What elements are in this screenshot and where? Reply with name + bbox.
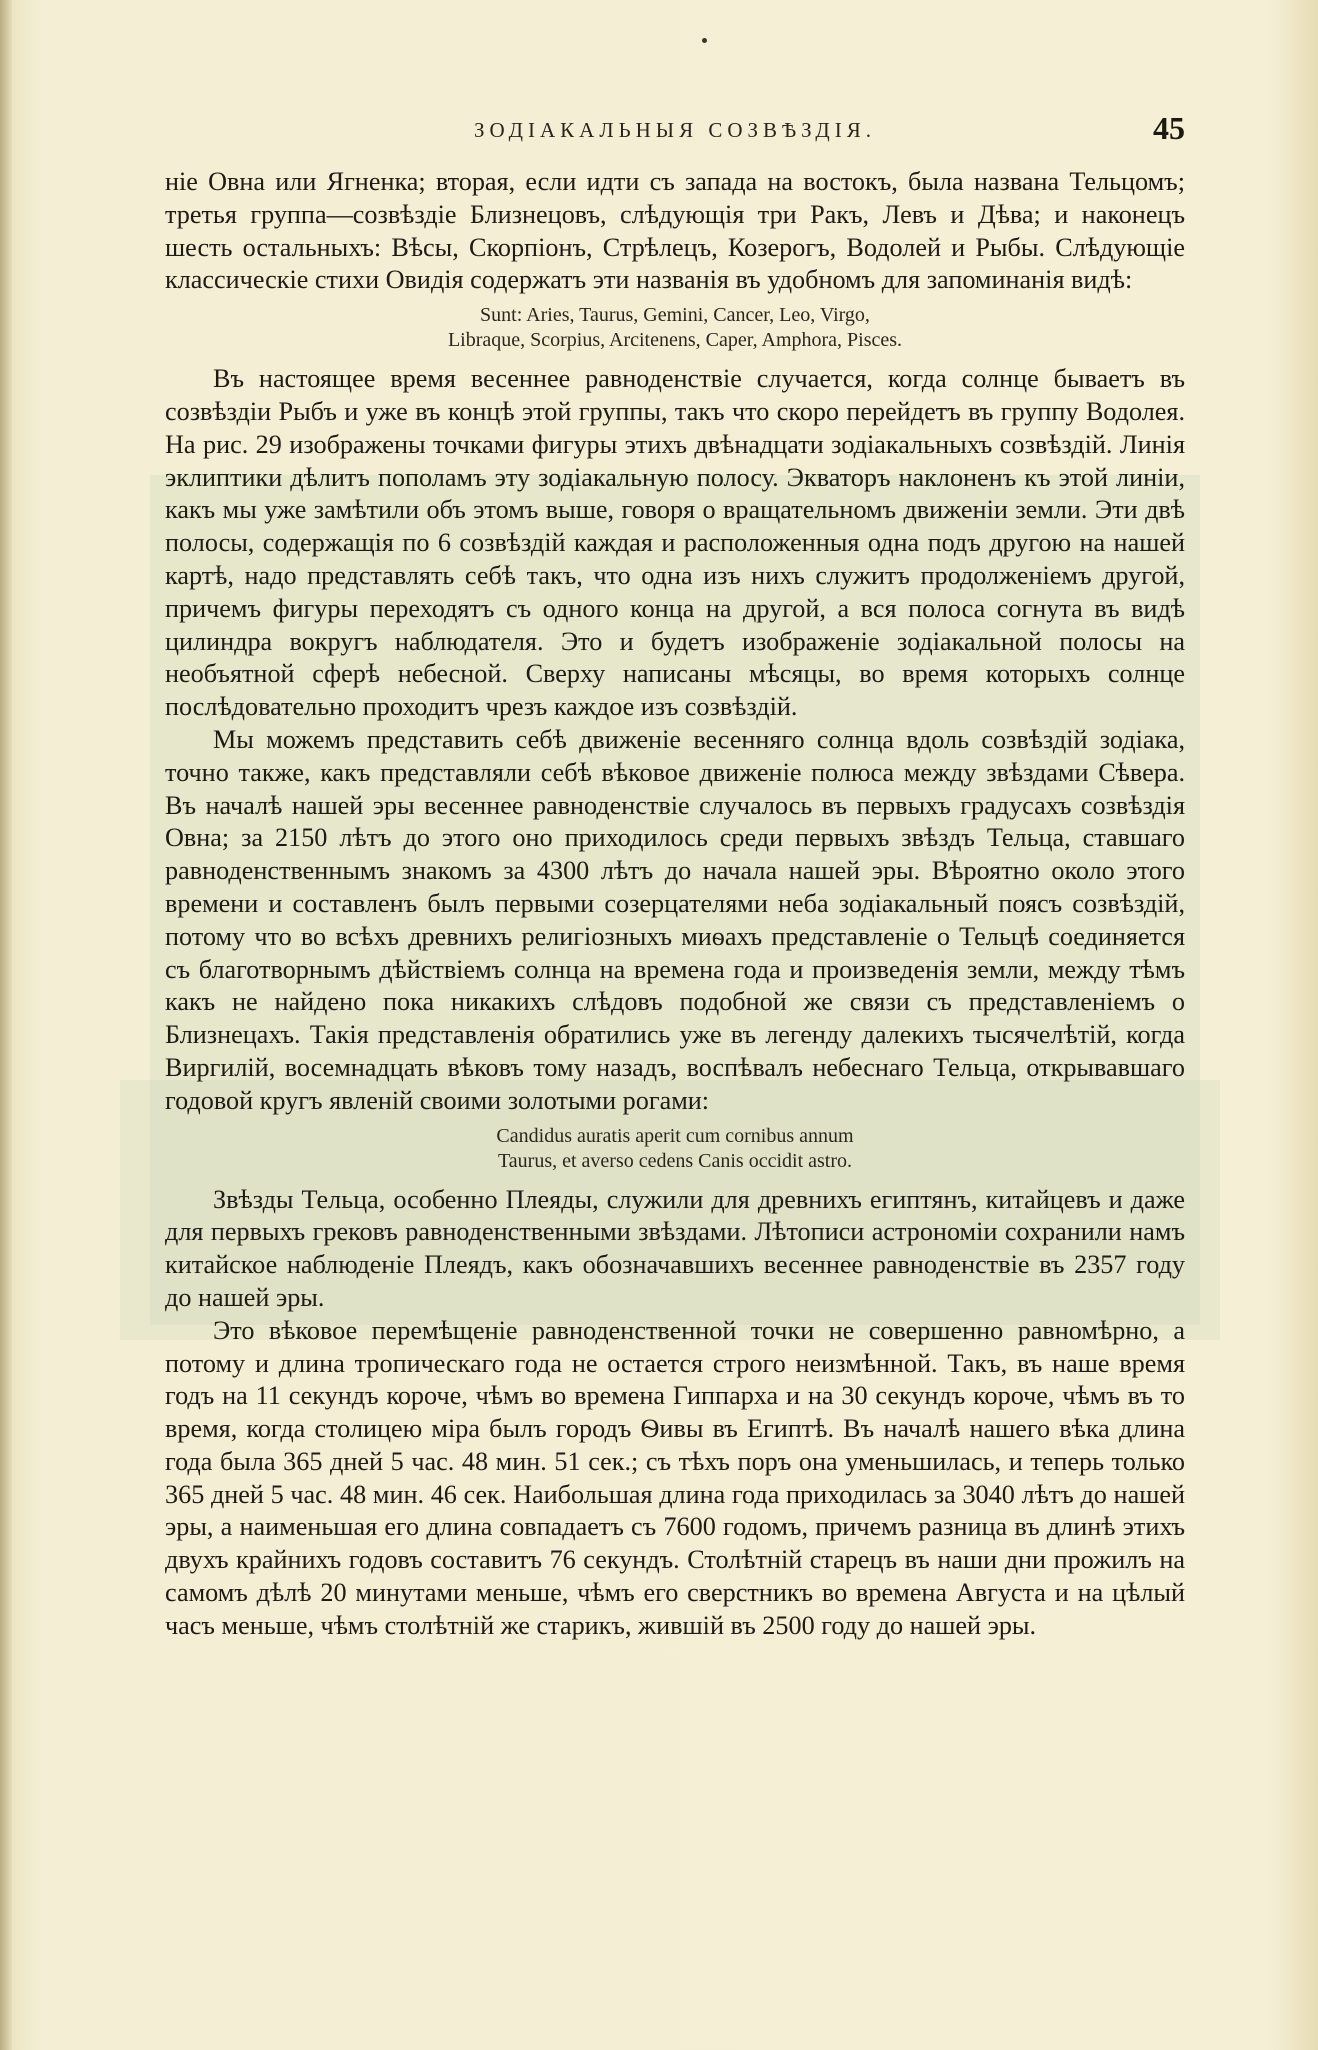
paragraph-3: Мы можемъ представить себѣ движеніе весенняго солнца вдоль созвѣздій зодіака, точно также, какъ представляли себѣ вѣковое движеніе полюса между звѣздами Сѣвера. Въ началѣ нашей эры весеннее равноденствіе случалось въ первыхъ градусахъ созвѣздія Овна; за 2150 лѣтъ до этого оно приходилось среди первыхъ звѣздъ Тельца, ставшаго равноденственнымъ знакомъ за 4300 лѣтъ до начала нашей эры. Вѣроятно около этого времени и составленъ былъ первыми созерцателями неба зодіакальный поясъ созвѣздій, потому что во всѣхъ древнихъ религіозныхъ миѳахъ представленіе о Тельцѣ соединяется съ благотворнымъ дѣйствіемъ солнца на времена года и произведенія земли, между тѣмъ какъ не найдено пока никакихъ слѣдовъ подобной же связи съ представленіемъ о Близнецахъ. Такія представленія обратились уже въ легенду далекихъ тысячелѣтій, когда Виргилій, восемнадцать вѣковъ тому назадъ, воспѣвалъ небеснаго Тельца, открывавшаго годовой кругъ явленій своими золотыми рогами: [165,724,1185,1115]
virgil-verse [165,1124,1185,1174]
paragraph-4: Звѣзды Тельца, особенно Плеяды, служили для древнихъ египтянъ, китайцевъ и даже для первыхъ грековъ равноденственными звѣздами. Лѣтописи астрономіи сохранили намъ китайское наблюденіе Плеядъ, какъ обозначавшихъ весеннее равноденствіе въ 2357 году до нашей эры. [165,1184,1185,1312]
verse-line: Candidus auratis aperit cum cornibus annum [496,1124,854,1147]
verse-line: Taurus, et averso cedens Canis occidit astro. [497,1149,853,1172]
running-head: ЗОДІАКАЛЬНЫЯ СОЗВѢЗДІЯ. [474,118,876,142]
ovid-verse [165,303,1185,353]
page-header [165,110,1185,154]
page-number: 45 [1153,110,1185,146]
paragraph-1: ніе Овна или Ягненка; вторая, если идти съ запада на востокъ, была названа Тельцомъ; третья группа—созвѣздіе Близнецовъ, слѣдующія три Ракъ, Левъ и Дѣва; и наконецъ шесть остальныхъ: Вѣсы, Скорпіонъ, Стрѣлецъ, Козерогъ, Водолей и Рыбы. Слѣдующіе классическіе стихи Овидія содержатъ эти названія въ удобномъ для запоминанія видѣ: [165,167,1185,295]
verse-line: Sunt: Aries, Taurus, Gemini, Cancer, Leo, Virgo, [480,304,870,327]
page-binding-edge [0,0,12,2050]
paragraph-5: Это вѣковое перемѣщеніе равноденственной точки не совершенно равномѣрно, а потому и длина тропическаго года не остается строго неизмѣнной. Такъ, въ наше время годъ на 11 секундъ короче, чѣмъ во времена Гиппарха и на 30 секундъ короче, чѣмъ въ то время, когда столицею міра былъ городъ Ѳивы въ Египтѣ. Въ началѣ нашего вѣка длина года была 365 дней 5 час. 48 мин. 51 сек.; съ тѣхъ поръ она уменьшилась, и теперь только 365 дней 5 час. 48 мин. 46 сек. Наибольшая длина года приходилась за 3040 лѣтъ до нашей эры, а наименьшая его длина совпадаетъ съ 7600 годомъ, причемъ разница въ длинѣ этихъ двухъ крайнихъ годовъ составитъ 76 секундъ. Столѣтній старецъ въ наши дни прожилъ на самомъ дѣлѣ 20 минутами меньше, чѣмъ его сверстникъ во времена Августа и на цѣлый часъ меньше, чѣмъ столѣтній же старикъ, жившій въ 2500 году до нашей эры. [165,1315,1185,1640]
page-body [165,166,1185,1643]
ink-speck [702,38,707,43]
verse-line: Libraque, Scorpius, Arcitenens, Caper, Amphora, Pisces. [447,329,903,352]
paragraph-2: Въ настоящее время весеннее равноденствіе случается, когда солнце бываетъ въ созвѣздіи Рыбъ и уже въ концѣ этой группы, такъ что скоро перейдетъ въ группу Водолея. На рис. 29 изображены точками фигуры этихъ двѣнадцати зодіакальныхъ созвѣздій. Линія эклиптики дѣлитъ пополамъ эту зодіакальную полосу. Экваторъ наклоненъ къ этой линіи, какъ мы уже замѣтили объ этомъ выше, говоря о вращательномъ движеніи земли. Эти двѣ полосы, содержащія по 6 созвѣздій каждая и расположенныя одна подъ другою на нашей картѣ, надо представлять себѣ такъ, что одна изъ нихъ служитъ продолженіемъ другой, причемъ фигуры переходятъ съ одного конца на другой, а вся полоса согнута въ видѣ цилиндра вокругъ наблюдателя. Это и будетъ изображеніе зодіакальной полосы на необъятной сферѣ небесной. Сверху написаны мѣсяцы, во время которыхъ солнце послѣдовательно проходитъ чрезъ каждое изъ созвѣздій. [165,364,1185,722]
